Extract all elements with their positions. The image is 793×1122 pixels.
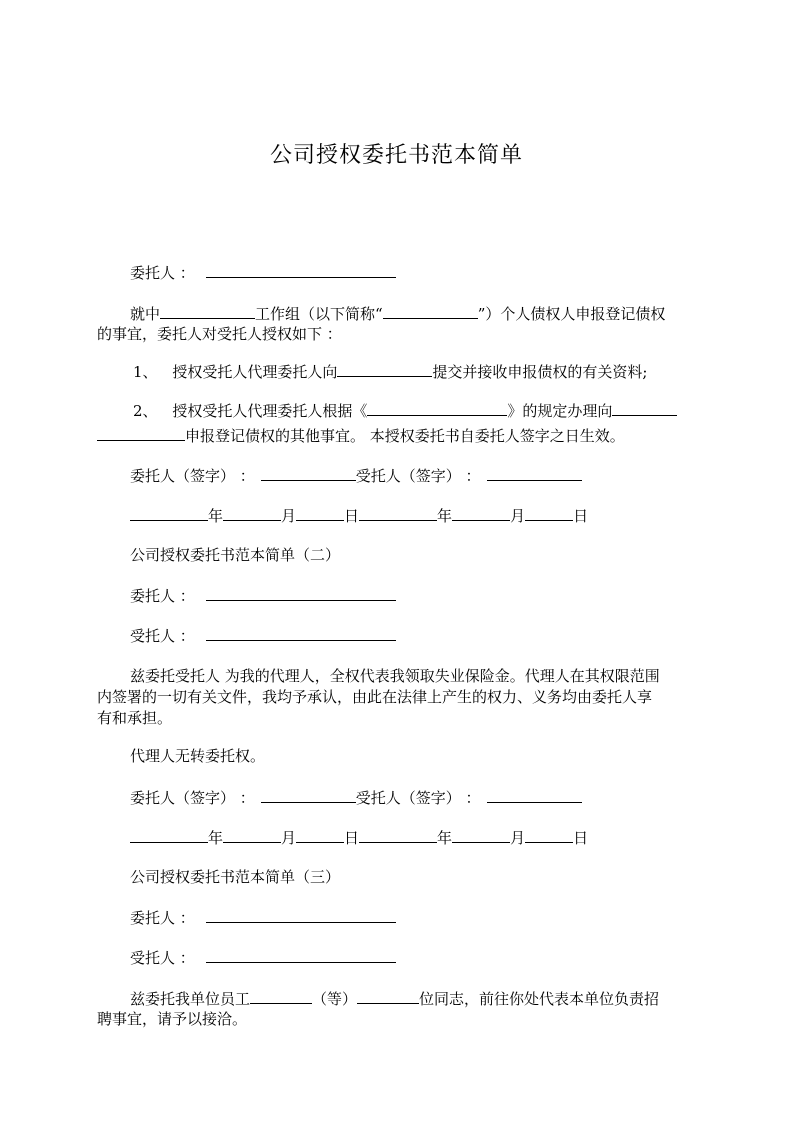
principal-blank[interactable] [206, 262, 396, 278]
blank[interactable] [452, 827, 510, 843]
blank[interactable] [359, 505, 437, 521]
paragraph-line [130, 988, 659, 1009]
blank[interactable] [487, 465, 582, 481]
paragraph-line: 代理人无转委托权。 [130, 747, 266, 765]
blank[interactable] [487, 787, 582, 803]
blank[interactable] [296, 827, 344, 843]
principal-line [130, 262, 396, 283]
blank[interactable] [97, 425, 185, 441]
section-2-title: 公司授权委托书范本简单（二） [130, 546, 341, 564]
blank[interactable] [525, 505, 573, 521]
blank[interactable] [383, 303, 478, 319]
paragraph-line [97, 324, 342, 344]
text: 月 [281, 507, 297, 525]
blank[interactable] [206, 947, 396, 963]
text: 日 [344, 829, 360, 847]
text: 授权受托人代理委托人根据《 [172, 402, 368, 420]
sec3-principal-line [130, 907, 396, 928]
blank[interactable] [337, 361, 432, 377]
text: 受托人 ： [130, 627, 195, 645]
blank[interactable] [223, 505, 281, 521]
text: 日 [573, 829, 589, 847]
text: 提交并接收申报债权的有关资料; [432, 363, 648, 381]
text: 年 [437, 507, 453, 525]
paragraph-line: 有和承担。 [97, 709, 173, 727]
date-line [130, 827, 588, 848]
signature-line [130, 787, 582, 808]
item-2-cont [97, 425, 625, 446]
blank[interactable] [206, 907, 396, 923]
blank[interactable] [261, 787, 356, 803]
text: 申报登记债权的其他事宜。 本授权委托书自委托人签字之日生效。 [185, 427, 625, 445]
text: 兹委托我单位员工 [130, 990, 251, 1008]
text: 日 [573, 507, 589, 525]
sec2-agent-line [130, 625, 396, 646]
blank[interactable] [452, 505, 510, 521]
text: 年 [208, 507, 224, 525]
text: 月 [510, 507, 526, 525]
agent-sign-label: 受托人（签字） ： [355, 467, 481, 485]
text: 月 [281, 829, 297, 847]
blank[interactable] [357, 988, 419, 1004]
agent-sign-label: 受托人（签字） ： [355, 789, 481, 807]
date-line [130, 505, 588, 526]
paragraph-line [130, 303, 665, 324]
paragraph-line: 兹委托受托人 为我的代理人，全权代表我领取失业保险金。代理人在其权限范围 [130, 667, 660, 685]
item-number: 1、 [133, 363, 158, 381]
paragraph-line: 内签署的一切有关文件，我均予承认，由此在法律上产生的权力、义务均由委托人享 [97, 688, 653, 706]
text: ”）个人债权人申报登记债权 [477, 305, 666, 323]
document-title: 公司授权委托书范本简单 [269, 143, 523, 168]
text: 年 [437, 829, 453, 847]
text: 受托人 ： [130, 949, 195, 967]
text: 的事宜，委托人对受托人授权如下 ： [97, 325, 342, 343]
text: 工作组（以下简称“ [255, 305, 383, 323]
sec2-principal-line [130, 585, 396, 606]
text: 委托人 ： [130, 909, 195, 927]
blank[interactable] [250, 988, 312, 1004]
text: 》的规定办理向 [507, 402, 613, 420]
text: 就中 [130, 305, 161, 323]
blank[interactable] [296, 505, 344, 521]
text: 授权受托人代理委托人向 [172, 363, 338, 381]
text: 月 [510, 829, 526, 847]
text: 年 [208, 829, 224, 847]
blank[interactable] [130, 827, 208, 843]
blank[interactable] [206, 585, 396, 601]
blank[interactable] [367, 400, 507, 416]
signature-line [130, 465, 582, 486]
blank[interactable] [130, 505, 208, 521]
sec3-agent-line [130, 947, 396, 968]
blank[interactable] [359, 827, 437, 843]
blank[interactable] [612, 400, 677, 416]
text: 日 [344, 507, 360, 525]
principal-sign-label: 委托人（签字） ： [130, 789, 255, 807]
blank[interactable] [160, 303, 255, 319]
blank[interactable] [261, 465, 356, 481]
text: 位同志，前往你处代表本单位负责招 [419, 990, 660, 1008]
principal-sign-label: 委托人（签字） ： [130, 467, 255, 485]
paragraph-line: 聘事宜，请予以接洽。 [97, 1010, 248, 1028]
text: （等） [312, 990, 358, 1008]
blank[interactable] [206, 625, 396, 641]
item-2 [133, 400, 677, 421]
item-number: 2、 [133, 402, 158, 420]
principal-label: 委托人 ： [130, 264, 195, 282]
item-1 [133, 361, 647, 382]
section-3-title: 公司授权委托书范本简单（三） [130, 868, 341, 886]
text: 委托人 ： [130, 587, 195, 605]
blank[interactable] [223, 827, 281, 843]
blank[interactable] [525, 827, 573, 843]
